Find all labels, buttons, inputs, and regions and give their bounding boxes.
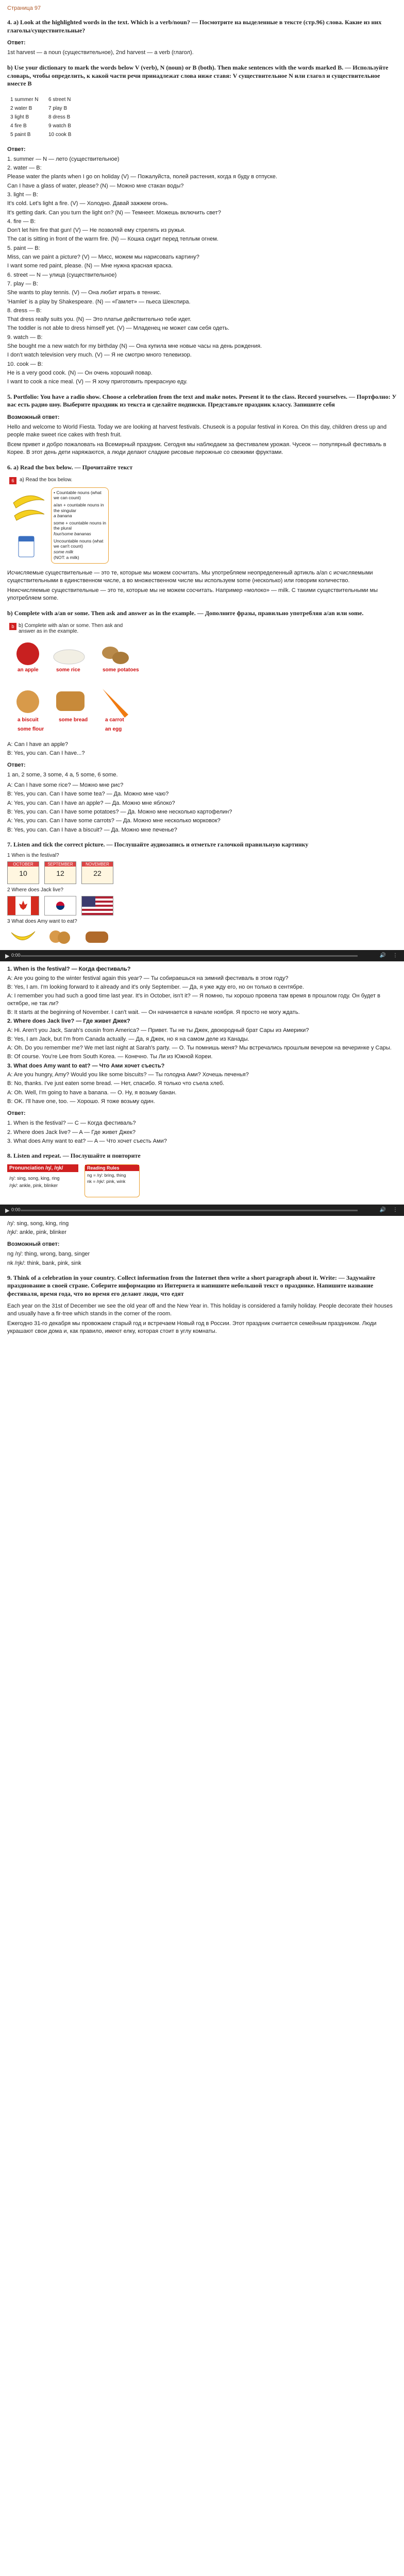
example-line: B: Yes, you can. Can I have...?	[7, 750, 85, 756]
box-heading: a) Read the box below.	[20, 477, 73, 483]
audio-player[interactable]	[0, 950, 404, 961]
transcript-line: A: Oh. Do you remember me? We met last night at Sarah's party. — О. Ты помнишь меня? Мы встречались прошлым вечером на вечеринке у Сары.	[7, 1045, 392, 1052]
transcript-line: B: No, thanks. I've just eaten some bread. — Нет, спасибо. Я только что съела хлеб.	[7, 1080, 225, 1087]
answer-line: 7. play — B:	[7, 280, 38, 287]
exercise-9-paragraph-en: Each year on the 31st of December we see the old year off and the New Year in. This holiday is considered a family holiday. People decorate their houses and usually have a fir-tree which stands in the corner of the room.	[7, 1302, 393, 1317]
box-line: a banana	[54, 513, 72, 519]
answer-line: She bought me a new watch for my birthday (N) — Она купила мне новые часы на день рождения.	[7, 343, 262, 350]
transcript-line: B: It starts at the beginning of November. I can't wait. — Он начинается в начале ноября. Я просто не могу ждать.	[7, 1009, 300, 1015]
word-item: 4 fire B	[10, 123, 27, 129]
word-item: 8 dress B	[48, 114, 71, 120]
answer-line: 'Hamlet' is a play by Shakespeare. (N) — «Гамлет» — пьеса Шекспира.	[7, 298, 191, 305]
pronunciation-line: /ŋ/: sing, song, king, ring	[9, 1175, 60, 1181]
answer-label: Возможный ответ:	[7, 1241, 60, 1248]
audio-progress-bar[interactable]	[21, 1210, 358, 1211]
food-label: some flour	[18, 726, 44, 732]
exercise-4b-answers	[7, 156, 397, 386]
box-line: (NOT: a milk)	[54, 554, 79, 560]
pronunciation-line: /ŋk/: ankle, pink, blinker	[9, 1182, 58, 1188]
transcript-line: 3. What does Amy want to eat? — Что Ами хочет съесть?	[7, 1062, 165, 1069]
food-label: some bread	[59, 717, 88, 723]
dialogue-line: B: Yes, you can. Can I have some potatoes? — Да. Можно мне несколько картофелин?	[7, 808, 232, 815]
exercise-8-title: 8. Listen and repeat. — Послушайте и повторите	[7, 1152, 141, 1160]
exercise-6a-paragraph: Исчисляемые существительные — это те, которые мы можем сосчитать. Мы употребляем неопределенный артикль a/an с исчисляемыми существительными в единственном числе, а во множественном числе мы используем some (несколько) или говорим количество.	[7, 569, 373, 584]
answer-label: Ответ:	[7, 762, 26, 769]
exercise-5-title: 5. Portfolio: You have a radio show. Choose a celebration from the text and make notes. Present it to the class. Record yourselves. — Портфолио: У вас есть радио шоу. Выберите праздник из текста и сделайте подписки. Представьте праздник классу. Запишите себя	[7, 393, 397, 409]
calendar-month: OCTOBER	[8, 862, 39, 867]
reading-rules-box	[85, 1164, 140, 1197]
play-icon[interactable]: ▶	[5, 1207, 10, 1214]
transcript-line: A: Are you hungry, Amy? Would you like some biscuits? — Ты голодна Ами? Хочешь печенья?	[7, 1072, 249, 1078]
answer-line: 1. summer — N — лето (существительное)	[7, 156, 120, 162]
answer-line: I want some red paint, please. (N) — Мне нужна красная краска.	[7, 263, 173, 269]
box-line: • Countable nouns (what we can count)	[54, 489, 102, 501]
audio-player[interactable]	[0, 1205, 404, 1216]
transcript-line: A: Hi. Aren't you Jack, Sarah's cousin from America? — Привет. Ты не ты Джек, двоюродный брат Сары из Америки?	[7, 1027, 309, 1033]
answer-line: Miss, can we paint a picture? (V) — Мисс, можем мы нарисовать картину?	[7, 254, 199, 261]
answer-line: The toddler is not able to dress himself yet. (V) — Младенец не может сам себя одеть.	[7, 325, 230, 332]
transcript-line: B: Yes, I am Jack, but I'm from Canada actually. — Да, я Джек, но я на самом деле из Канады.	[7, 1036, 249, 1042]
answer-line: 6. street — N — улица (существительное)	[7, 272, 117, 278]
food-label: some potatoes	[103, 667, 139, 673]
word-item: 9 watch B	[48, 123, 71, 129]
calendar-icon	[7, 861, 39, 884]
answer-line: nk /ŋk/: think, bank, pink, sink	[7, 1260, 81, 1266]
korea-flag-icon	[44, 896, 76, 916]
calendar-month: NOVEMBER	[82, 862, 113, 867]
transcript-line: 2. Where does Jack live? — Где живет Джек?	[7, 1018, 130, 1025]
food-label: a carrot	[105, 717, 124, 723]
pronunciation-heading: Pronunciation /ŋ/, /ŋk/	[7, 1164, 78, 1172]
audio-time: 0:00	[11, 1207, 21, 1212]
answer-line: He is a very good cook. (N) — Он очень хороший повар.	[7, 369, 153, 376]
exercise-6b-title: b) Complete with a/an or some. Then ask and answer as in the example. — Дополните фразы, правильно употребляя a/an или some.	[7, 609, 364, 617]
dialogue-line: A: Yes, you can. Can I have some carrots? — Да. Можно мне несколько морковок?	[7, 818, 221, 824]
canada-flag-icon	[7, 896, 39, 916]
food-label: an apple	[18, 667, 39, 673]
banana-icon	[7, 927, 38, 946]
answer-line: 2. water — B:	[7, 165, 42, 172]
answer-line: That dress really suits you. (N) — Это платье действительно тебе идет.	[7, 316, 192, 323]
transcript-line: B: Yes, I am. I'm looking forward to it already and it's only September. — Да, я уже жду его, но он только в сентябре.	[7, 984, 304, 991]
box-line: some + countable nouns in the plural	[54, 520, 106, 531]
audio-progress-bar[interactable]	[21, 955, 358, 957]
play-icon[interactable]: ▶	[5, 953, 10, 960]
box-line: some milk	[54, 549, 74, 554]
food-pictures-image: b b) Complete with a/an or some. Then ask and answer as in the example. an apple some rice some potatoes a biscuit some bread a carrot some flour an egg	[7, 622, 141, 738]
answer-line: 3. light — B:	[7, 192, 38, 198]
answer-line: 8. dress — B:	[7, 307, 42, 314]
question-label: 1 When is the festival?	[7, 853, 59, 859]
listening-pictures-image	[7, 853, 131, 946]
answer-line: I don't watch television very much. (V) — Я не смотрю много телевизор.	[7, 352, 192, 359]
answer-line: Please water the plants when I go on holiday (V) — Пожалуйста, полей растения, когда я буду в отпуске.	[7, 174, 277, 180]
answer-label: Ответ:	[7, 1110, 26, 1117]
banana-milk-icon	[8, 487, 49, 560]
more-options-icon[interactable]: ⋮	[393, 1207, 398, 1213]
answer-line: The cat is sitting in front of the warm fire. (N) — Кошка сидит перед теплым огнем.	[7, 236, 218, 243]
reading-rules-heading: Reading Rules	[85, 1165, 139, 1171]
food-label: an egg	[105, 726, 122, 732]
exercise-5-paragraph-en: Hello and welcome to World Fiesta. Today we are looking at harvest festivals. Chuseok is a popular festival in Korea. On this day, children dress up and people make sweet rice cakes with fresh fruit.	[7, 423, 387, 438]
example-line: A: Can I have an apple?	[7, 741, 69, 748]
exercise-4b-title: b) Use your dictionary to mark the words below V (verb), N (noun) or B (both). Then make sentences with the words marked B. — Используйте словарь, чтобы определить, к какой части речи принадлежат слова ниже ставя: V существительное N или глагол и существительное вместе B	[7, 64, 389, 88]
bread-icon	[81, 927, 112, 946]
answer-label: Возможный ответ:	[7, 414, 60, 420]
answer-line: 2. Where does Jack live? — A — Где живет Джек?	[7, 1129, 136, 1136]
answer-line: 9. watch — B:	[7, 334, 43, 341]
exercise-9-title: 9. Think of a celebration in your country. Collect information from the Internet then write a short paragraph about it. Write: — Задумайте празднование в своей стране. Соберите информацию из Интернета и напишите небольшой текст о празднике. Напишите название фестиваля, время года, что во время его делают люди, что едят	[7, 1274, 376, 1298]
dialogue-line: A: Yes, you can. Can I have an apple? — Да. Можно мне яблоко?	[7, 800, 175, 806]
audio-time: 0:00	[11, 953, 21, 958]
box-line: Uncountable nouns (what we can't count)	[54, 538, 104, 549]
box-heading: b) Complete with a/an or some. Then ask and answer as in the example.	[19, 622, 123, 634]
answer-line: She wants to play tennis. (V) — Она любит играть в теннис.	[7, 290, 161, 296]
exercise-4a-answer: 1st harvest — a noun (существительное), 2nd harvest — a verb (глагол).	[7, 49, 194, 56]
answer-line: Can I have a glass of water, please? (N) — Можно мне стакан воды?	[7, 182, 184, 189]
volume-icon[interactable]: 🔊	[379, 1207, 386, 1213]
answer-line: It's getting dark. Can you turn the light on? (N) — Темнеет. Можешь включить свет?	[7, 209, 221, 216]
exercise-4a-title: 4. a) Look at the highlighted words in the text. Which is a verb/noun? — Посмотрите на выделенные в тексте (стр.96) слова. Какие из них глаголы/существительные?	[7, 19, 382, 34]
volume-icon[interactable]: 🔊	[379, 953, 386, 959]
word-table-image	[7, 92, 85, 141]
exercise-6a-title: 6. a) Read the box below. — Прочитайте текст	[7, 464, 133, 471]
question-label: 3 What does Amy want to eat?	[7, 919, 77, 925]
usa-flag-icon	[81, 896, 113, 916]
exercise-6a-paragraph: Неисчисляемые существительные — это те, которые мы не можем сосчитать. Например «молоко» — milk. С такими существительными мы употребляем some.	[7, 587, 378, 602]
answer-line: It's cold. Let's light a fire. (V) — Холодно. Давай зажжем огонь.	[7, 200, 169, 207]
pronunciation-text: /ŋk/: ankle, pink, blinker	[7, 1229, 66, 1235]
reading-rule-line: ng = /ŋ/: bring, thing	[87, 1172, 126, 1178]
word-item: 1 summer N	[10, 96, 39, 103]
calendar-day: 12	[56, 869, 64, 878]
calendar-icon	[44, 861, 76, 884]
calendar-month: SEPTEMBER	[45, 862, 76, 867]
biscuits-icon	[44, 927, 75, 946]
grammar-box-image: 6 a) Read the box below. • Countable nouns (what we can count) a/an + countable nouns in the singular a banana some + countable nouns in the plural four/some bananas Uncountable nouns (what we can't count) some milk (NOT: a milk)	[7, 476, 110, 566]
more-options-icon[interactable]: ⋮	[393, 953, 398, 959]
food-label: some rice	[56, 667, 80, 673]
answer-line: I want to cook a nice meal. (V) — Я хочу приготовить прекрасную еду.	[7, 379, 188, 385]
transcript-line: A: Are you going to the winter festival again this year? — Ты собираешься на зимний фестиваль в этом году?	[7, 975, 289, 981]
dialogue-line: B: Yes, you can. Can I have some tea? — Да. Можно мне чаю?	[7, 791, 169, 798]
word-item: 2 water B	[10, 105, 32, 111]
answer-label: Ответ:	[7, 40, 26, 46]
word-item: 3 light B	[10, 114, 29, 120]
word-item: 6 street N	[48, 96, 71, 103]
answer-line: 3. What does Amy want to eat? — A — Что хочет съесть Ами?	[7, 1138, 167, 1144]
word-item: 7 play B	[48, 105, 68, 111]
calendar-icon	[81, 861, 113, 884]
page-title: Страница 97	[7, 5, 41, 11]
pronunciation-text: /ŋ/: sing, song, king, ring	[7, 1220, 69, 1227]
transcript-line: A: I remember you had such a good time last year. It's in October, isn't it? — Я помню, ты хорошо провела там время в прошлом году. Он будет в октябре, не так ли?	[7, 993, 380, 1007]
answer-line: 5. paint — B:	[7, 245, 40, 251]
transcript-line: B: Of course. You're Lee from South Korea. — Конечно. Ты Ли из Южной Кореи.	[7, 1054, 213, 1060]
pronunciation-box-image	[7, 1164, 141, 1200]
calendar-day: 10	[19, 869, 27, 878]
reading-rule-line: nk = /ŋk/: pink, wink	[87, 1178, 126, 1184]
question-label: 2 Where does Jack live?	[7, 887, 63, 893]
answer-label: Ответ:	[7, 146, 26, 152]
answer-line: 10. cook — B:	[7, 361, 43, 367]
transcript-line: A: Oh. Well, I'm going to have a banana. — О. Ну, я возьму банан.	[7, 1089, 177, 1096]
transcript-line: 1. When is the festival? — Когда фестиваль?	[7, 966, 131, 973]
box-line: four/some bananas	[54, 531, 91, 537]
dialogue-line: B: Yes, you can. Can I have a biscuit? — Да. Можно мне печенье?	[7, 826, 177, 833]
word-item: 10 cook B	[48, 131, 72, 138]
word-item: 5 paint B	[10, 131, 31, 138]
answer-line: Don't let him fire that gun! (V) — Не позволяй ему стрелять из ружья.	[7, 227, 186, 234]
exercise-6b-answer: 1 an, 2 some, 3 some, 4 a, 5 some, 6 some.	[7, 772, 118, 778]
exercise-5-paragraph-ru: Всем привет и добро пожаловать на Всемирный праздник. Сегодня мы наблюдаем за фестивалем урожая. Чусеок — популярный фестиваль в Корее. В этот день дети наряжаются, а люди делают сладкие рисовые пирожные со свежими фруктами.	[7, 442, 386, 456]
calendar-day: 22	[93, 869, 102, 878]
food-label: a biscuit	[18, 717, 39, 723]
exercise-7-title: 7. Listen and tick the correct picture. — Послушайте аудиозапись и отметьте галочкой правильную картинку	[7, 840, 309, 848]
transcript-line: B: OK. I'll have one, too. — Хорошо. Я тоже возьму один.	[7, 1098, 155, 1105]
answer-line: ng /ŋ/: thing, wrong, bang, singer	[7, 1251, 90, 1258]
exercise-9-paragraph-ru: Ежегодно 31-го декабря мы провожаем старый год и встречаем Новый год в России. Этот праздник считается семейным праздником. Люди украшают свои дома и, как правило, имеют елку, которая стоит в углу комнаты.	[7, 1320, 377, 1335]
box-line: a/an + countable nouns in the singular	[54, 502, 104, 513]
answer-line: 4. fire — B:	[7, 218, 36, 225]
answer-line: 1. When is the festival? — C — Когда фестиваль?	[7, 1120, 136, 1127]
dialogue-line: A: Can I have some rice? — Можно мне рис?	[7, 782, 124, 789]
